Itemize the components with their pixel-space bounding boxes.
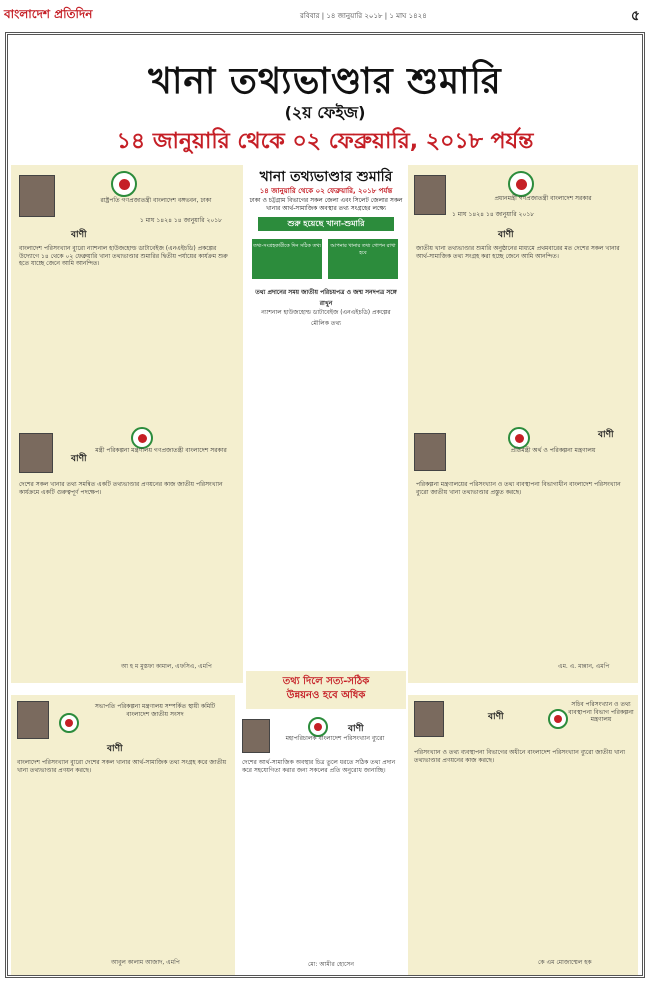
secretary-text: পরিসংখ্যান ও তথ্য ব্যবস্থাপনা বিভাগের অধীনে বাংলাদেশ পরিসংখ্যান ব্যুরো জাতীয় খানা তথ্যভাণ্ডার প্রণয়নের কাজ করছে। (414, 749, 625, 764)
minister-message (11, 421, 243, 683)
census-note: তথ্য প্রদানের সময় জাতীয় পরিচয়পত্র ও জন্ম সনদপত্র সঙ্গে রাখুন (255, 289, 397, 307)
parliament-logo-icon (59, 713, 79, 733)
chair-photo (17, 701, 49, 739)
committee-chair-message (11, 695, 235, 975)
slogan-box (246, 671, 406, 709)
dg-photo (242, 719, 270, 753)
pm-message (408, 165, 638, 455)
state-emblem-icon (548, 709, 568, 729)
pm-date: ১ মাঘ ১৪২৪ ১৪ জানুয়ারি ২০১৮ (452, 211, 535, 218)
state-minister-bani-label: বাণী (598, 430, 614, 440)
page-number: ৫ (630, 8, 640, 24)
dg-signature: মো: আমীর হোসেন (308, 961, 354, 968)
president-text: বাংলাদেশ পরিসংখ্যান ব্যুরো ন্যাশনাল হাউজহোল্ড ডাটাবেইজ (এনএইচডি) প্রকল্পের উদ্যোগে ১৪ থেকে ০২ ফেব্রুয়ারি খানা তথ্যভাণ্ডার শুমারির দ্বিতীয় পর্যায়ের কার্যক্রম শুরু হতে যাচ্ছে জেনে আমি আনন্দিত। (19, 245, 228, 267)
page-header (0, 0, 650, 32)
slogan-line-2: উন্নয়নও হবে অধিক (286, 690, 366, 701)
pm-bani-label: বাণী (498, 230, 514, 240)
census-project-info: ন্যাশনাল হাউজহোল্ড ডাটাবেইজ (এনএইচডি) প্রকল্পের মৌলিক তথ্য (261, 309, 391, 327)
pm-text: জাতীয় খানা তথ্যভাণ্ডার শুমারি অনুষ্ঠানের মাধ্যমে প্রথমবারের মত দেশের সকল খানার আর্থ-সামাজিক তথ্য সংগ্রহ করা হচ্ছে জেনে আমি আনন্দিত। (416, 245, 620, 260)
president-date: ১ মাঘ ১৪২৪ ১৪ জানুয়ারি ২০১৮ (139, 217, 223, 224)
census-info-panel (246, 161, 406, 381)
advertisement-frame (5, 32, 645, 978)
state-emblem-icon (111, 171, 137, 197)
main-title: খানা তথ্যভাণ্ডার শুমারি (148, 61, 502, 102)
newspaper-name: বাংলাদেশ প্রতিদিন (4, 7, 93, 21)
minister-text: দেশের সকল খানার তথ্য সমন্বিত একটি তথ্যভাণ্ডার প্রণয়নের কাজ জাতীয় পরিসংখ্যান কার্যক্রমে একটি গুরুত্বপূর্ণ পদক্ষেপ। (19, 481, 223, 496)
president-photo (19, 175, 55, 217)
slogan-line-1: তথ্য দিলে সত্য-সঠিক (282, 676, 370, 687)
census-started-banner: শুরু হয়েছে খানা-শুমারি (258, 217, 394, 231)
chair-title: সভাপতি পরিকল্পনা মন্ত্রণালয় সম্পর্কিত স্থায়ী কমিটি বাংলাদেশ জাতীয় সংসদ (94, 703, 216, 718)
dg-text: দেশের আর্থ-সামাজিক অবস্থার চিত্র তুলে ধরতে সঠিক তথ্য প্রদান করে সহযোগিতা করার জন্য সকলের প্রতি অনুরোধ জানাচ্ছি। (242, 759, 396, 774)
minister-photo (19, 433, 53, 473)
chair-bani-label: বাণী (107, 744, 123, 754)
state-emblem-icon (131, 427, 153, 449)
secretary-message (408, 695, 638, 975)
phase-label: (২য় ফেইজ) (284, 103, 366, 122)
census-subtitle: ঢাকা ও চট্টগ্রাম বিভাগের সকল জেলা এবং সিলেট জেলার সকল খানার আর্থ-সামাজিক অবস্থার তথ্য সংগ্রহের লক্ষ্যে (249, 197, 403, 212)
dg-bani-label: বাণী (348, 724, 364, 734)
pm-title: প্রধানমন্ত্রী গণপ্রজাতন্ত্রী বাংলাদেশ সরকার (494, 195, 592, 202)
date-range: ১৪ জানুয়ারি থেকে ০২ ফেব্রুয়ারি, ২০১৮ পর্যন্ত (116, 129, 534, 154)
state-minister-photo (414, 433, 446, 471)
info-box-provide-data: তথ্য-সংগ্রহকারীকে দিন সঠিক তথ্য (252, 239, 322, 279)
state-emblem-icon (508, 427, 530, 449)
president-bani-label: বাণী (71, 230, 87, 240)
bbs-logo-icon (308, 717, 328, 737)
secretary-bani-label: বাণী (488, 712, 504, 722)
chair-signature: আবুল কালাম আজাদ, এমপি (111, 959, 180, 966)
state-emblem-icon (508, 171, 534, 197)
minister-bani-label: বাণী (71, 454, 87, 464)
chair-text: বাংলাদেশ পরিসংখ্যান ব্যুরো দেশের সকল খানার আর্থ-সামাজিক তথ্য সংগ্রহ করে জাতীয় খানা তথ্যভাণ্ডার প্রণয়ন করছে। (17, 759, 227, 774)
secretary-title: সচিব পরিসংখ্যান ও তথ্য ব্যবস্থাপনা বিভাগ পরিকল্পনা মন্ত্রণালয় (568, 701, 634, 723)
secretary-signature: কে এম মোজাম্মেল হক (538, 959, 592, 966)
dg-title: মহাপরিচালক বাংলাদেশ পরিসংখ্যান ব্যুরো (285, 735, 385, 742)
secretary-photo (414, 701, 444, 737)
president-title: রাষ্ট্রপতি গণপ্রজাতন্ত্রী বাংলাদেশ বঙ্গভবন, ঢাকা (100, 197, 212, 204)
info-box-confidential: আপনার খানার তথ্য গোপন রাখা হবে (328, 239, 398, 279)
title-banner (11, 38, 639, 163)
director-general-message (238, 715, 404, 975)
census-title: খানা তথ্যভাণ্ডার শুমারি (259, 169, 393, 185)
president-message (11, 165, 243, 455)
census-date: ১৪ জানুয়ারি থেকে ০২ ফেব্রুয়ারি, ২০১৮ পর্যন্ত (259, 187, 393, 195)
minister-signature: আ হ ম মুস্তফা কামাল, এফসিএ, এমপি (121, 663, 212, 670)
state-minister-signature: এম. এ. মান্নান, এমপি (558, 663, 610, 670)
state-minister-message (408, 421, 638, 683)
dateline: রবিবার | ১৪ জানুয়ারি ২০১৮ | ১ মাঘ ১৪২৪ (300, 12, 427, 20)
minister-title: মন্ত্রী পরিকল্পনা মন্ত্রণালয় গণপ্রজাতন্ত্রী বাংলাদেশ সরকার (95, 447, 227, 454)
state-minister-title: প্রতিমন্ত্রী অর্থ ও পরিকল্পনা মন্ত্রণালয় (510, 447, 596, 454)
state-minister-text: পরিকল্পনা মন্ত্রণালয়ের পরিসংখ্যান ও তথ্য ব্যবস্থাপনা বিভাগাধীন বাংলাদেশ পরিসংখ্যান ব্যুরো জাতীয় খানা তথ্যভাণ্ডার প্রস্তুত করছে। (416, 481, 621, 496)
pm-photo (414, 175, 446, 215)
